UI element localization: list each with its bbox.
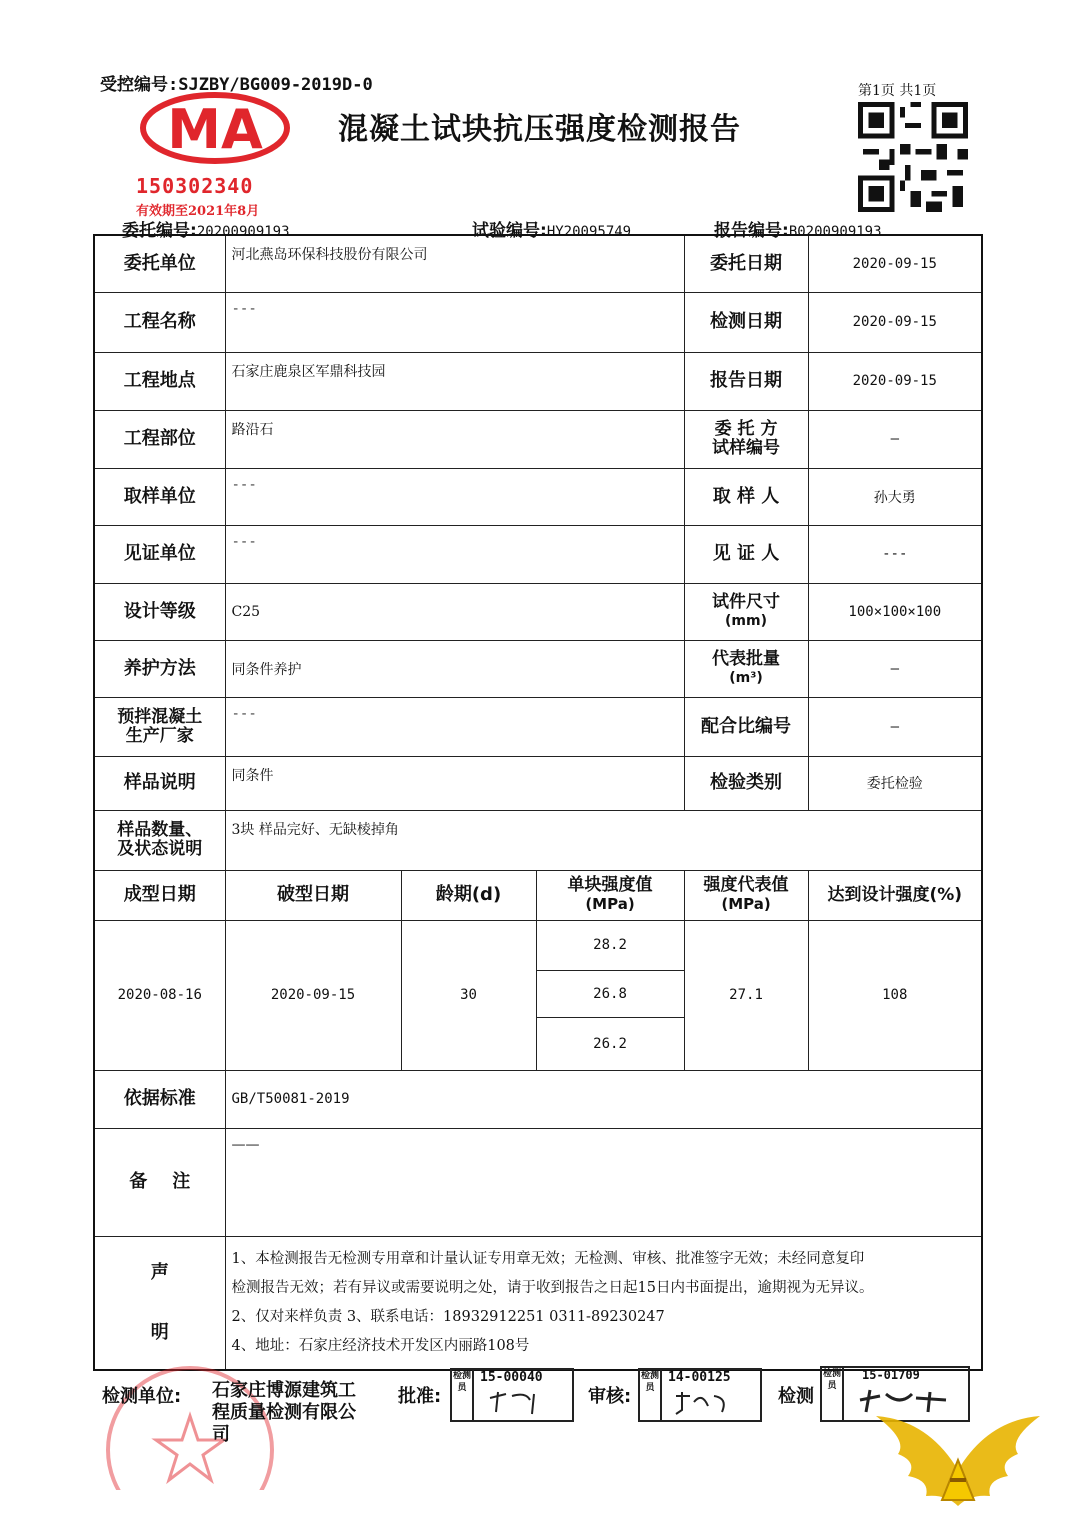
approve-code: 15-00040 (480, 1370, 543, 1385)
test-unit-name: 石家庄博源建筑工 程质量检测有限公 司 (212, 1380, 356, 1445)
row-grade (94, 583, 982, 640)
curing-value: 同条件养护 (225, 640, 684, 697)
site-value: 石家庄鹿泉区军鼎科技园 (225, 352, 684, 410)
standard-label: 依据标准 (94, 1070, 225, 1128)
row-remarks (94, 1128, 982, 1236)
statement-text: 1、本检测报告无检测专用章和计量认证专用章无效；无检测、审核、批准签字无效；未经同意复印 检测报告无效；若有异议或需要说明之处，请于收到报告之日起15日内书面提出，逾期视为无异议。 2、仅对来样负责 3、联系电话：18932912251 0311-89230247 4、地址：石家庄经济技术开发区内丽路108号 (225, 1236, 982, 1370)
desc-label: 样品说明 (94, 756, 225, 810)
single-strength-header: 单块强度值 (MPa) (536, 870, 684, 920)
ma-valid-date: 有效期至2021年8月 (136, 204, 260, 219)
cast-date-header: 成型日期 (94, 870, 225, 920)
row-maker (94, 697, 982, 756)
client-value: 河北燕岛环保科技股份有限公司 (225, 235, 684, 292)
results-row (94, 920, 982, 970)
desc-value: 同条件 (225, 756, 684, 810)
qty-label: 样品数量、 及状态说明 (94, 810, 225, 870)
test-role: 检测员 (822, 1368, 844, 1420)
grade-label: 设计等级 (94, 583, 225, 640)
type-value: 委托检验 (808, 756, 982, 810)
representative-header: 强度代表值 (MPa) (684, 870, 808, 920)
entrust-number: 委托编号:20200909193 (122, 221, 290, 241)
type-label: 检验类别 (684, 756, 808, 810)
entrust-date-value: 2020-09-15 (808, 235, 982, 292)
winged-logo-icon (868, 1410, 1048, 1520)
test-date-label: 检测日期 (684, 292, 808, 352)
batch-label: 代表批量 (m³) (684, 640, 808, 697)
break-date-header: 破型日期 (225, 870, 401, 920)
report-date-value: 2020-09-15 (808, 352, 982, 410)
witness-value: --- (808, 525, 982, 583)
row-curing (94, 640, 982, 697)
results-header-row (94, 870, 982, 920)
mix-value: — (808, 697, 982, 756)
audit-role: 检测员 (640, 1370, 662, 1420)
ma-cert-logo-icon (140, 92, 290, 164)
page-indicator: 第1页 共1页 (858, 83, 937, 99)
row-desc (94, 756, 982, 810)
row-part (94, 410, 982, 468)
row-standard (94, 1070, 982, 1128)
curing-label: 养护方法 (94, 640, 225, 697)
test-unit-label: 检测单位: (102, 1386, 182, 1407)
qty-value: 3块 样品完好、无缺棱掉角 (225, 810, 982, 870)
age-value: 30 (401, 920, 536, 1070)
row-sampling (94, 468, 982, 525)
percent-header: 达到设计强度(%) (808, 870, 982, 920)
witness-unit-label: 见证单位 (94, 525, 225, 583)
test-number: 试验编号:HY20095749 (472, 221, 632, 241)
percent-value: 108 (808, 920, 982, 1070)
single-strength-2: 26.8 (536, 970, 684, 1017)
sampler-value: 孙大勇 (808, 468, 982, 525)
approve-role: 检测员 (452, 1370, 474, 1420)
approve-label: 批准: (398, 1386, 442, 1407)
project-label: 工程名称 (94, 292, 225, 352)
project-value: --- (225, 292, 684, 352)
report-number: 报告编号:B0200909193 (714, 221, 882, 241)
report-date-label: 报告日期 (684, 352, 808, 410)
representative-value: 27.1 (684, 920, 808, 1070)
age-header: 龄期(d) (401, 870, 536, 920)
witness-unit-value: --- (225, 525, 684, 583)
entrust-date-label: 委托日期 (684, 235, 808, 292)
qr-code-icon (858, 102, 968, 212)
report-table (93, 234, 983, 1371)
single-strength-1: 28.2 (536, 920, 684, 970)
witness-label: 见 证 人 (684, 525, 808, 583)
ma-cert-number: 150302340 (136, 174, 254, 198)
sampler-label: 取 样 人 (684, 468, 808, 525)
batch-value: — (808, 640, 982, 697)
maker-value: --- (225, 697, 684, 756)
test-label: 检测 (778, 1386, 814, 1407)
sample-no-value: — (808, 410, 982, 468)
maker-label: 预拌混凝土 生产厂家 (94, 697, 225, 756)
row-qty (94, 810, 982, 870)
audit-signature-icon (672, 1388, 742, 1416)
part-label: 工程部位 (94, 410, 225, 468)
statement-label: 声 明 (94, 1236, 225, 1370)
break-date-value: 2020-09-15 (225, 920, 401, 1070)
remarks-label: 备 注 (94, 1128, 225, 1236)
approve-signature-icon (486, 1388, 556, 1416)
test-date-value: 2020-09-15 (808, 292, 982, 352)
sample-no-label: 委 托 方 试样编号 (684, 410, 808, 468)
size-value: 100×100×100 (808, 583, 982, 640)
row-site (94, 352, 982, 410)
approve-signature-box (450, 1368, 574, 1422)
client-label: 委托单位 (94, 235, 225, 292)
cast-date-value: 2020-08-16 (94, 920, 225, 1070)
sampling-unit-label: 取样单位 (94, 468, 225, 525)
part-value: 路沿石 (225, 410, 684, 468)
audit-code: 14-00125 (668, 1370, 731, 1385)
sampling-unit-value: --- (225, 468, 684, 525)
page-title: 混凝土试块抗压强度检测报告 (338, 112, 741, 147)
test-code: 15-01709 (862, 1368, 920, 1382)
standard-value: GB/T50081-2019 (225, 1070, 982, 1128)
ma-logo-letters: MA (167, 98, 263, 161)
single-strength-3: 26.2 (536, 1017, 684, 1070)
audit-signature-box (638, 1368, 762, 1422)
control-number: 受控编号:SJZBY/BG009-2019D-0 (100, 75, 373, 95)
size-label: 试件尺寸 (mm) (684, 583, 808, 640)
remarks-value: —— (225, 1128, 982, 1236)
audit-label: 审核: (588, 1386, 632, 1407)
grade-value: C25 (225, 583, 684, 640)
site-label: 工程地点 (94, 352, 225, 410)
mix-label: 配合比编号 (684, 697, 808, 756)
row-project (94, 292, 982, 352)
row-witness (94, 525, 982, 583)
row-client (94, 235, 982, 292)
